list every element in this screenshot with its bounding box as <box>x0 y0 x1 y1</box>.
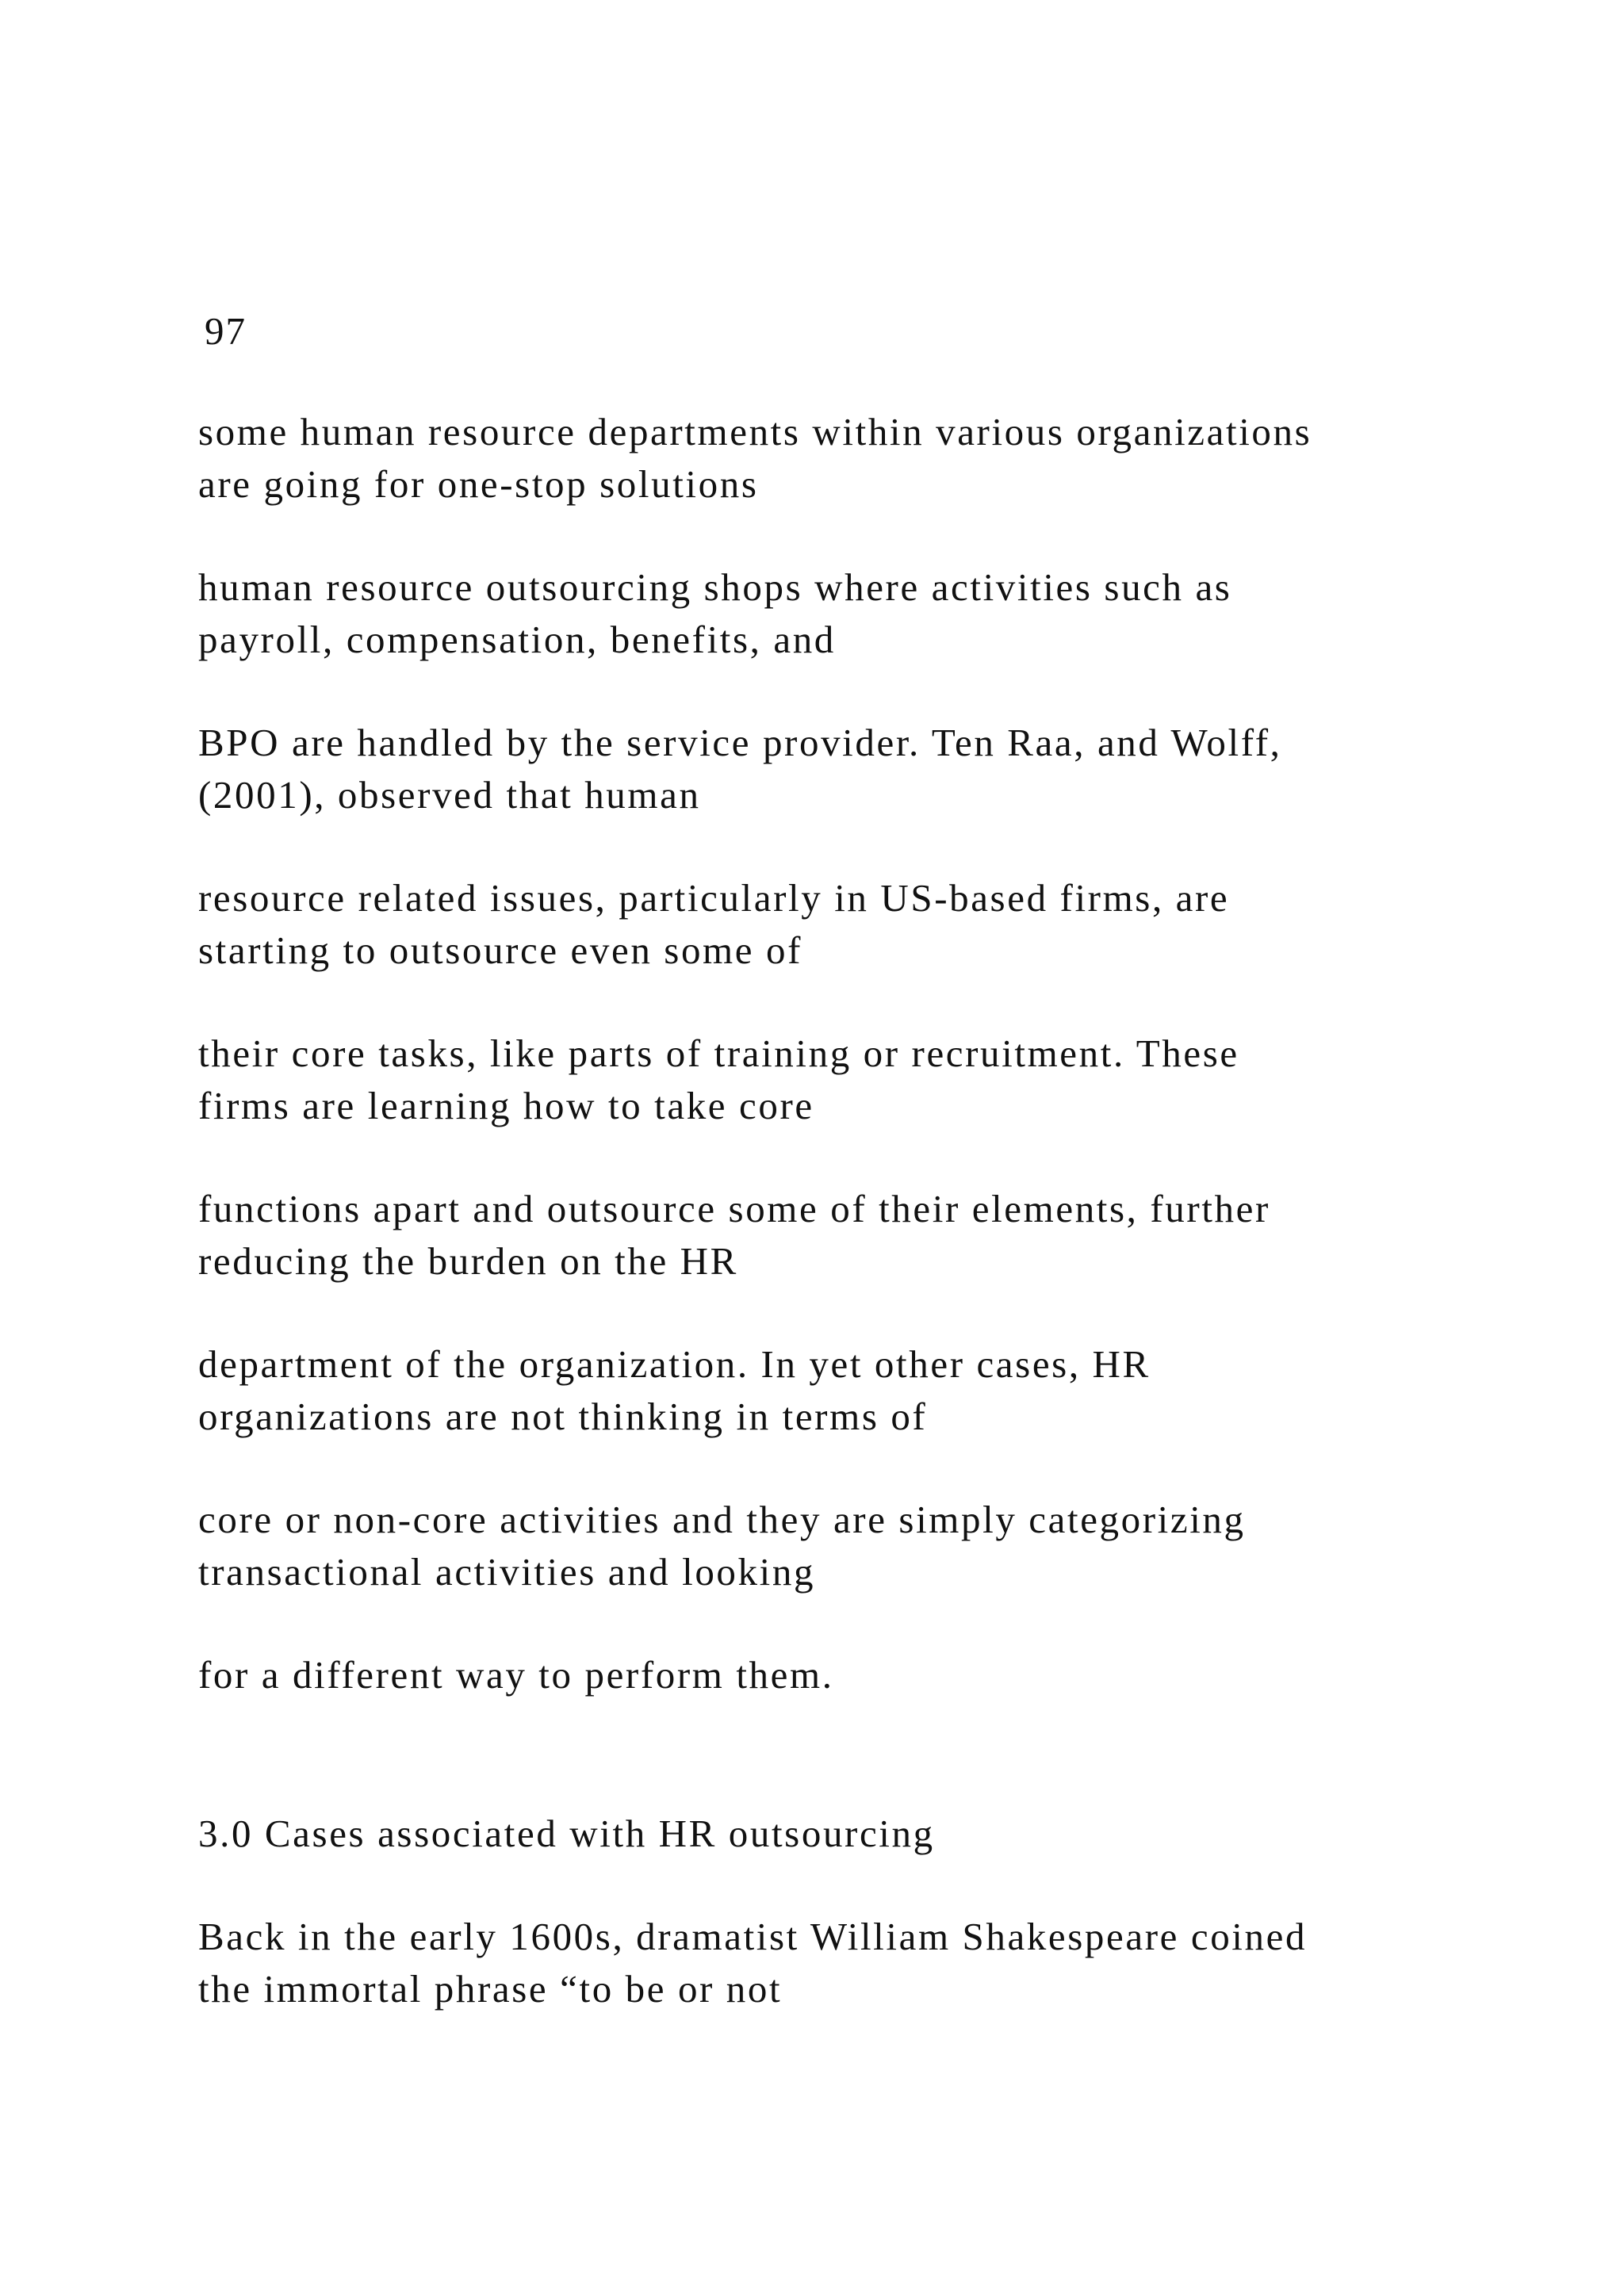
section-heading: 3.0 Cases associated with HR outsourcing <box>198 1812 935 1855</box>
paragraph <box>198 1338 1499 1443</box>
text-line: organizations are not thinking in terms of <box>198 1395 928 1438</box>
text-line: functions apart and outsource some of their elements, further <box>198 1187 1270 1230</box>
text-line: transactional activities and looking <box>198 1550 816 1594</box>
text-line: their core tasks, like parts of training or recruitment. These <box>198 1031 1239 1075</box>
paragraph <box>198 1183 1499 1288</box>
text-line: human resource outsourcing shops where activities such as <box>198 565 1232 609</box>
text-line: firms are learning how to take core <box>198 1084 814 1127</box>
paragraph <box>198 717 1499 821</box>
page-number: 97 <box>205 309 247 353</box>
text-line: (2001), observed that human <box>198 773 701 817</box>
body-text <box>198 406 1499 2066</box>
text-line: resource related issues, particularly in US-based firms, are <box>198 876 1230 920</box>
paragraph <box>198 1649 1499 1701</box>
text-line: for a different way to perform them. <box>198 1653 834 1697</box>
text-line: Back in the early 1600s, dramatist William Shakespeare coined <box>198 1915 1308 1958</box>
text-line: starting to outsource even some of <box>198 928 802 972</box>
text-line: are going for one-stop solutions <box>198 462 759 506</box>
paragraph <box>198 1494 1499 1598</box>
text-line: the immortal phrase “to be or not <box>198 1967 783 2011</box>
paragraph <box>198 1027 1499 1132</box>
text-line: core or non-core activities and they are simply categorizing <box>198 1498 1246 1541</box>
paragraph <box>198 561 1499 666</box>
text-line: some human resource departments within various organizations <box>198 410 1312 453</box>
text-line: BPO are handled by the service provider. Ten Raa, and Wolff, <box>198 721 1282 764</box>
text-line: reducing the burden on the HR <box>198 1239 738 1283</box>
text-line: department of the organization. In yet other cases, HR <box>198 1342 1151 1386</box>
paragraph <box>198 872 1499 977</box>
paragraph <box>198 406 1499 511</box>
paragraph <box>198 1911 1499 2015</box>
text-line: payroll, compensation, benefits, and <box>198 618 836 661</box>
